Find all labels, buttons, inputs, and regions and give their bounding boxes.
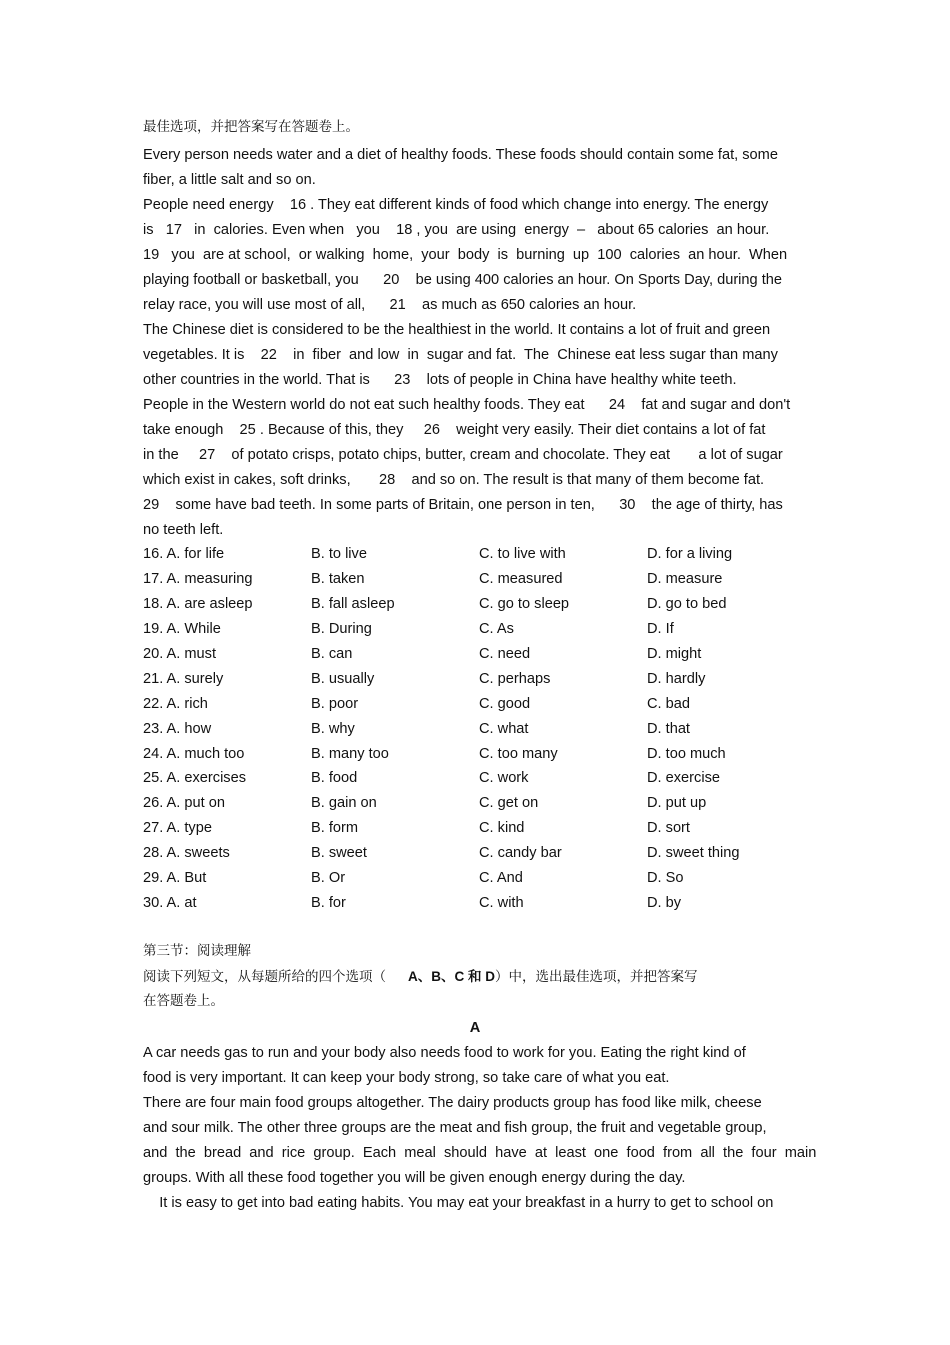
passage-line: 29 some have bad teeth. In some parts of Britain, one person in ten, 30 the age of thirty, has [143, 497, 783, 513]
option-row [143, 816, 807, 841]
instruction-part: ）中，选出最佳选项，并把答案写 [495, 969, 698, 985]
option-b: B. usually [311, 670, 375, 687]
passage-line: The Chinese diet is considered to be the healthiest in the world. It contains a lot of fruit and green [143, 322, 771, 338]
option-a: 25. A. exercises [143, 770, 247, 787]
option-b: B. food [311, 770, 358, 787]
option-a: 22. A. rich [143, 695, 208, 712]
option-c: C. need [479, 645, 531, 662]
passage-line: groups. With all these food together you will be given enough energy during the day. [143, 1170, 686, 1186]
option-a: 28. A. sweets [143, 845, 230, 862]
option-row [143, 891, 807, 916]
option-row [143, 742, 807, 767]
option-c: C. perhaps [479, 670, 551, 687]
passage-line: in the 27 of potato crisps, potato chips, butter, cream and chocolate. They eat a lot of sugar [143, 447, 783, 463]
option-d: D. might [647, 645, 702, 662]
option-row [143, 617, 807, 642]
option-b: B. gain on [311, 795, 377, 812]
passage-line: food is very important. It can keep your body strong, so take care of what you eat. [143, 1070, 670, 1086]
option-b: B. fall asleep [311, 595, 395, 612]
option-d: D. too much [647, 745, 726, 762]
option-b: B. sweet [311, 845, 367, 862]
passage-line: relay race, you will use most of all, 21 as much as 650 calories an hour. [143, 297, 637, 313]
option-b: B. poor [311, 695, 359, 712]
instruction-tail: 最佳选项，并把答案写在答题卷上。 [143, 119, 359, 135]
passage-line: take enough 25 . Because of this, they 26 weight very easily. Their diet contains a lot of fat [143, 422, 766, 438]
option-a: 21. A. surely [143, 670, 224, 687]
passage-line: which exist in cakes, soft drinks, 28 and so on. The result is that many of them become fat. [143, 472, 765, 488]
option-d: D. put up [647, 795, 707, 812]
option-b: B. to live [311, 546, 367, 562]
option-row [143, 592, 807, 617]
option-row [143, 692, 807, 717]
passage-line: playing football or basketball, you 20 be using 400 calories an hour. On Sports Day, during the [143, 272, 782, 288]
option-d: D. that [647, 720, 690, 737]
option-a: 16. A. for life [143, 546, 225, 562]
option-c: C. kind [479, 820, 525, 837]
option-b: B. Or [311, 870, 346, 887]
option-a: 27. A. type [143, 820, 212, 837]
option-b: B. During [311, 620, 372, 637]
option-row [143, 542, 807, 567]
reading-passage-a [143, 1041, 817, 1216]
option-b: B. taken [311, 570, 365, 587]
option-row [143, 642, 807, 667]
option-d: D. So [647, 870, 684, 887]
option-d: C. bad [647, 695, 690, 712]
option-c: C. measured [479, 570, 563, 587]
option-a: 18. A. are asleep [143, 595, 253, 612]
section-instruction-line2: 在答题卷上。 [143, 993, 224, 1009]
instruction-letters: A、B、C 和 D [408, 969, 495, 984]
option-c: C. And [479, 870, 523, 887]
passage-line: and sour milk. The other three groups are the meat and fish group, the fruit and vegetable group, [143, 1120, 767, 1136]
option-d: D. If [647, 620, 674, 637]
options-table [143, 542, 807, 916]
section-instruction [143, 964, 807, 989]
section-heading: 第三节：阅读理解 [143, 943, 251, 959]
option-a: 17. A. measuring [143, 570, 253, 587]
instruction-part: 阅读下列短文，从每题所给的四个选项（ [143, 969, 386, 985]
option-d: D. sort [647, 820, 690, 837]
option-d: D. measure [647, 570, 723, 587]
option-b: B. can [311, 645, 353, 662]
option-b: B. for [311, 895, 346, 912]
option-b: B. many too [311, 745, 389, 762]
option-a: 19. A. While [143, 620, 221, 637]
option-d: D. sweet thing [647, 845, 740, 862]
passage-line: It is easy to get into bad eating habits. You may eat your breakfast in a hurry to get to school on [143, 1195, 774, 1211]
option-row [143, 841, 807, 866]
option-row [143, 866, 807, 891]
option-c: C. good [479, 695, 531, 712]
option-row [143, 766, 807, 791]
cloze-passage [143, 143, 807, 543]
reading-section [143, 939, 817, 1216]
option-row [143, 667, 807, 692]
option-d: D. exercise [647, 770, 720, 787]
passage-line: other countries in the world. That is 23 lots of people in China have healthy white teeth. [143, 372, 737, 388]
passage-line: There are four main food groups altogether. The dairy products group has food like milk, cheese [143, 1095, 762, 1111]
option-d: D. for a living [647, 546, 733, 562]
option-c: C. go to sleep [479, 595, 570, 612]
passage-line: fiber, a little salt and so on. [143, 172, 316, 188]
option-a: 23. A. how [143, 720, 212, 737]
option-row [143, 791, 807, 816]
option-c: C. candy bar [479, 845, 562, 862]
option-c: C. with [479, 895, 524, 912]
passage-line: Every person needs water and a diet of healthy foods. These foods should contain some fat, some [143, 147, 778, 163]
option-a: 24. A. much too [143, 745, 245, 762]
option-a: 26. A. put on [143, 795, 225, 812]
option-a: 29. A. But [143, 870, 207, 887]
passage-line: People need energy 16 . They eat different kinds of food which change into energy. The energy [143, 197, 769, 213]
passage-line: no teeth left. [143, 522, 224, 538]
cloze-section [143, 115, 807, 543]
passage-label: A [469, 1020, 481, 1036]
option-d: D. by [647, 895, 682, 912]
passage-line: A car needs gas to run and your body also needs food to work for you. Eating the right kind of [143, 1045, 746, 1061]
option-c: C. too many [479, 745, 558, 762]
passage-line: 19 you are at school, or walking home, your body is burning up 100 calories an hour. When [143, 247, 788, 263]
option-a: 30. A. at [143, 895, 197, 912]
passage-line: vegetables. It is 22 in fiber and low in sugar and fat. The Chinese eat less sugar than many [143, 347, 778, 363]
option-a: 20. A. must [143, 645, 217, 662]
option-b: B. why [311, 720, 355, 737]
option-c: C. get on [479, 795, 539, 812]
option-d: D. hardly [647, 670, 706, 687]
passage-line: People in the Western world do not eat such healthy foods. They eat 24 fat and sugar and don't [143, 397, 791, 413]
option-d: D. go to bed [647, 595, 727, 612]
option-c: C. what [479, 720, 529, 737]
option-b: B. form [311, 820, 359, 837]
passage-line: and the bread and rice group. Each meal should have at least one food from all the four main [143, 1145, 817, 1161]
option-row [143, 717, 807, 742]
option-c: C. work [479, 770, 529, 787]
option-c: C. As [479, 620, 514, 637]
option-row [143, 567, 807, 592]
passage-line: is 17 in calories. Even when you 18 , you are using energy – about 65 calories an hour. [143, 222, 770, 238]
option-c: C. to live with [479, 546, 566, 562]
